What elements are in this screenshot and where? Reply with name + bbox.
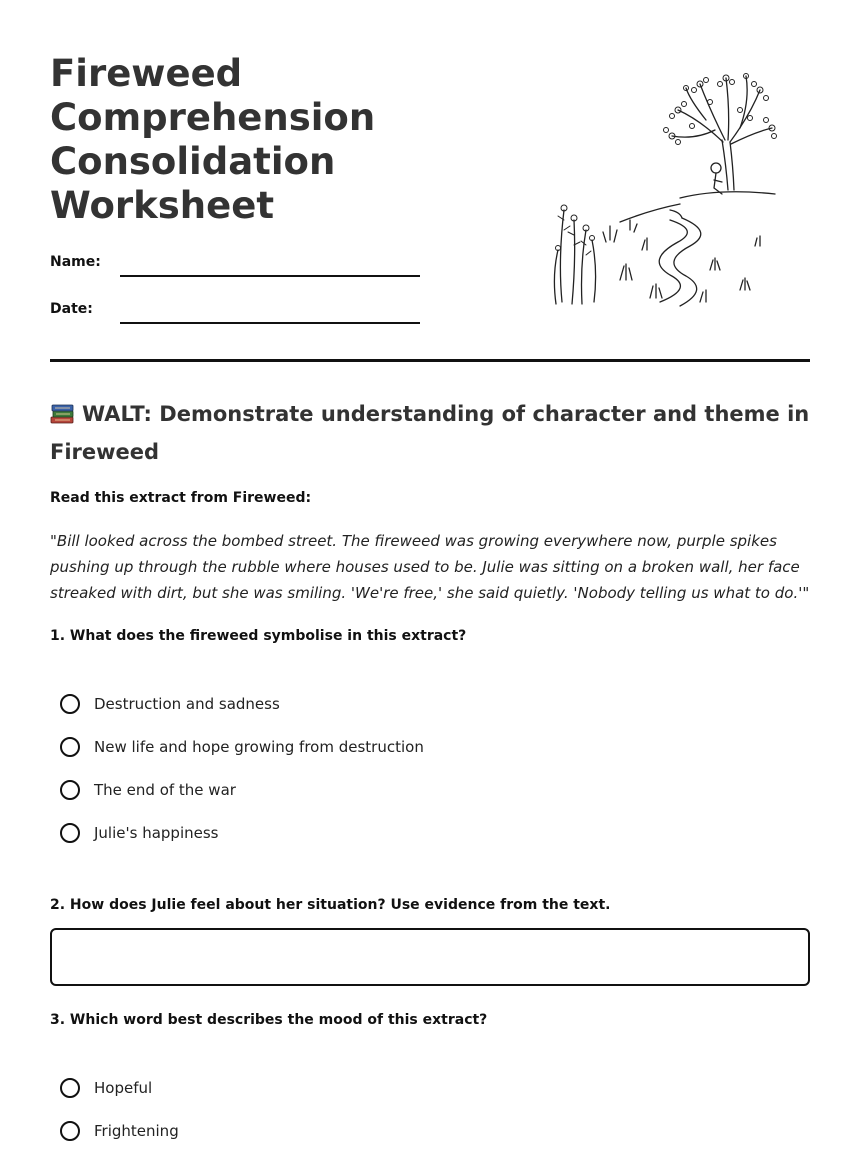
- question-3-text: 3. Which word best describes the mood of this extract?: [50, 1012, 488, 1028]
- option-label: Destruction and sadness: [94, 695, 280, 713]
- worksheet-title: [50, 52, 470, 228]
- question-2-answer-field[interactable]: [50, 928, 810, 986]
- option-label: Frightening: [94, 1122, 179, 1140]
- radio-button[interactable]: [60, 737, 80, 757]
- option-label: New life and hope growing from destruction: [94, 738, 424, 756]
- option-label: The end of the war: [94, 781, 236, 799]
- date-field[interactable]: [120, 322, 420, 324]
- option-label: Hopeful: [94, 1079, 153, 1097]
- tree-stream-illustration: [550, 70, 780, 310]
- walt-text-line2: Fireweed: [50, 440, 160, 464]
- extract-instruction: Read this extract from Fireweed:: [50, 490, 312, 506]
- name-label: Name:: [50, 254, 101, 270]
- name-field[interactable]: [120, 275, 420, 277]
- title-line: Fireweed: [50, 52, 243, 95]
- radio-button[interactable]: [60, 780, 80, 800]
- question-3-option-1[interactable]: [60, 1078, 152, 1098]
- question-1-option-4[interactable]: [60, 823, 218, 843]
- title-line: Worksheet: [50, 184, 275, 227]
- question-1-text: 1. What does the fireweed symbolise in this extract?: [50, 628, 467, 644]
- radio-button[interactable]: [60, 1078, 80, 1098]
- header-divider: [50, 359, 810, 362]
- title-line: Consolidation: [50, 140, 336, 183]
- radio-button[interactable]: [60, 694, 80, 714]
- question-1-option-3[interactable]: [60, 780, 236, 800]
- title-line: Comprehension: [50, 96, 376, 139]
- walt-heading: [50, 395, 810, 471]
- option-label: Julie's happiness: [94, 824, 219, 842]
- question-3-option-2[interactable]: [60, 1121, 179, 1141]
- radio-button[interactable]: [60, 823, 80, 843]
- question-2-text: 2. How does Julie feel about her situation? Use evidence from the text.: [50, 897, 611, 913]
- question-1-option-1[interactable]: [60, 694, 280, 714]
- radio-button[interactable]: [60, 1121, 80, 1141]
- question-1-option-2[interactable]: [60, 737, 424, 757]
- walt-text-line1: WALT: Demonstrate understanding of character and theme in: [82, 402, 810, 426]
- date-label: Date:: [50, 301, 93, 317]
- extract-text: "Bill looked across the bombed street. The fireweed was growing everywhere now, purple spikes pushing up through the rubble where houses used to be. Julie was sitting on a broken wall, her face streaked with dirt, but she was smiling. 'We're free,' she said quietly. 'Nobody telling us what to do.'": [50, 532, 810, 602]
- books-icon: [50, 402, 76, 424]
